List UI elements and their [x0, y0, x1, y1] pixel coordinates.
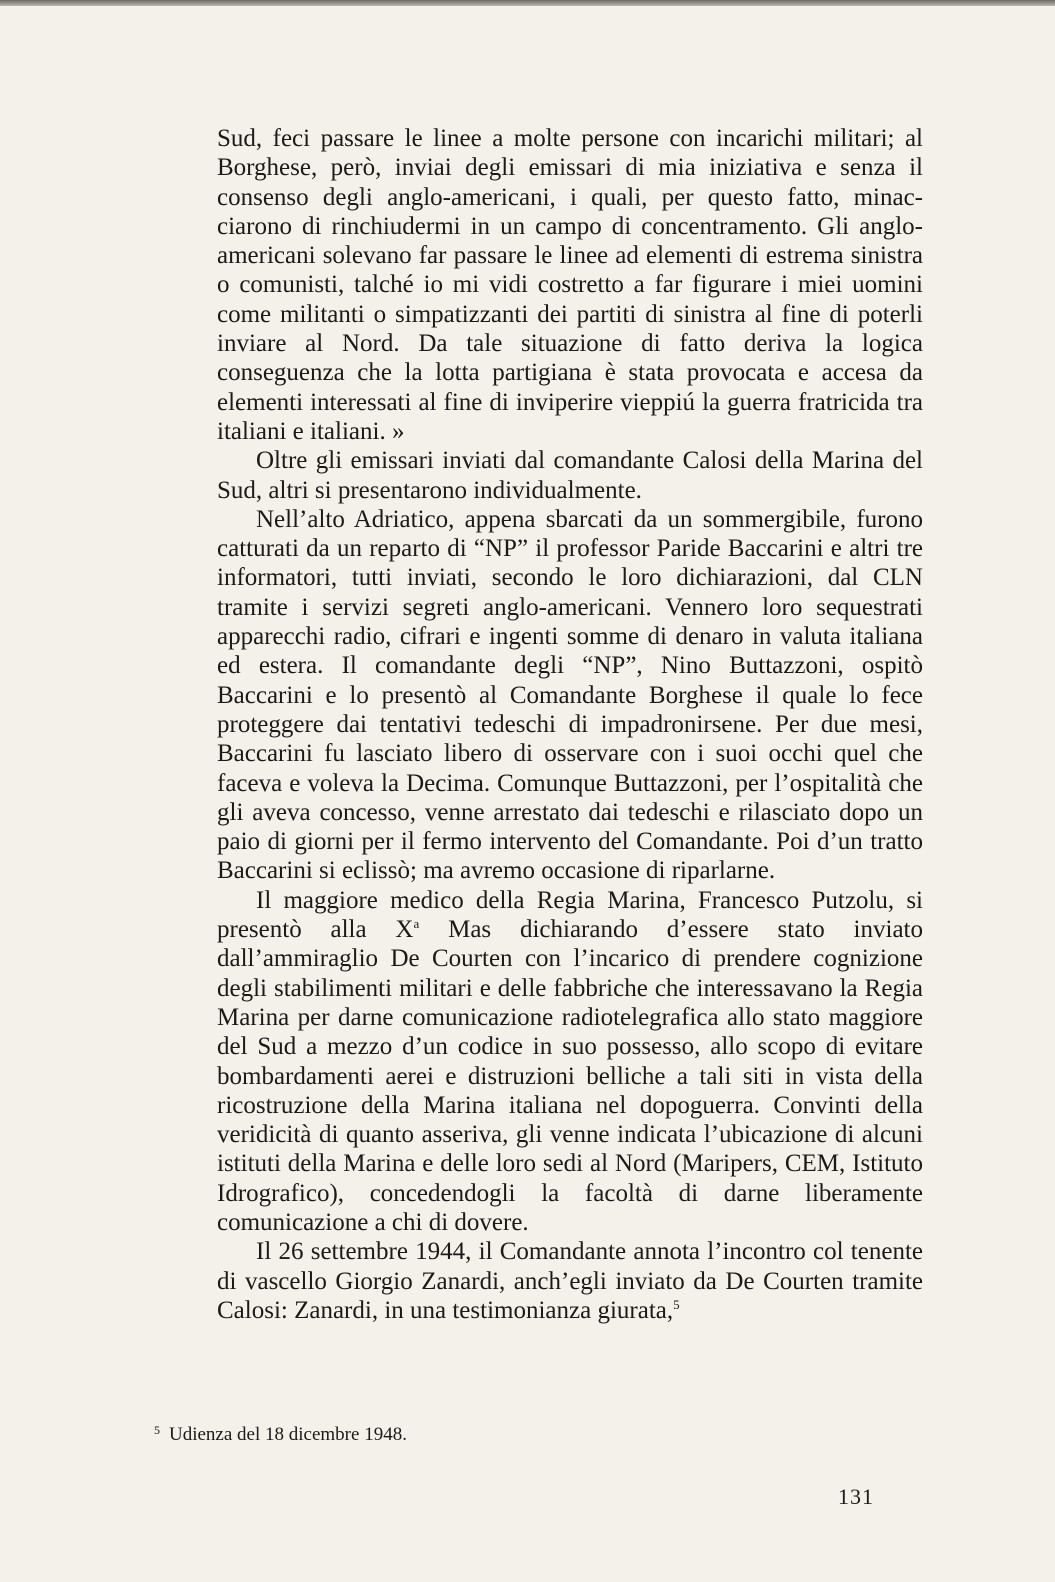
zanardi-text: Il 26 settembre 1944, il Comandante annota l’incontro col tenente di vascello Giorgio Zanardi, anch’egli inviato da De Courten tramite Calosi: Zanardi, in una testimonianza giurata, [217, 1238, 923, 1324]
footnote-text: Udienza del 18 dicembre 1948. [169, 1424, 407, 1445]
footnote-reference: 5 [673, 1296, 680, 1312]
page-top-edge [0, 0, 1055, 6]
paragraph-zanardi [217, 1237, 923, 1325]
paragraph-putzolu [217, 886, 923, 1238]
paragraph-baccarini: Nell’alto Adriatico, appena sbarcati da un sommergibile, furono catturati da un reparto di “NP” il professor Paride Baccarini e altri tre informatori, tutti inviati, secondo le loro dichiarazioni, dal CLN tramite i servizi segreti anglo-americani. Vennero loro sequestrati apparecchi radio, cifrari e ingenti somme di denaro in valuta italiana ed estera. Il comandante degli “NP”, Nino Buttazzoni, ospitò Baccarini e lo presentò al Comandante Borghese il quale lo fece proteggere dai tentativi tedeschi di impadronirsene. Per due mesi, Baccarini fu lasciato libero di osservare con i suoi occhi quel che faceva e voleva la Decima. Comunque Buttazzoni, per l’ospitalità che gli aveva concesso, venne arrestato dai tedeschi e rilasciato dopo un paio di giorni per il fermo intervento del Comandante. Poi d’un tratto Baccarini si eclissò; ma avremo occasione di riparlarne. [217, 505, 923, 885]
paragraph-quote-end: Sud, feci passare le linee a molte persone con incarichi militari; al Borghese, però, inviai degli emissari di mia iniziativa e senza il consenso degli anglo-americani, i quali, per questo fatto, minacciarono di rinchiudermi in un campo di concentramento. Gli anglo-americani solevano far passare le linee ad elementi di estrema sinistra o comunisti, talché io mi vidi costretto a far figurare i miei uomini come militanti o simpatizzanti dei partiti di sinistra al fine di poterli inviare al Nord. Da tale situazione di fatto deriva la logica conseguenza che la lotta partigiana è stata provocata e accesa da elementi interessati al fine di inviperire vieppiú la guerra fratricida tra italiani e italiani. » [217, 125, 923, 445]
footnote-marker: 5 [154, 1423, 160, 1437]
body-text [217, 124, 923, 1325]
putzolu-text-start: Il maggiore medico della Regia Marina, Francesco Putzolu, si presentò alla X [217, 886, 923, 944]
page-number: 131 [838, 1484, 874, 1509]
decima-superscript: a [413, 916, 420, 932]
paragraph-emissari: Oltre gli emissari inviati dal comandante Calosi della Marina del Sud, altri si presentarono individualmente. [217, 447, 923, 504]
putzolu-text-end: Mas dichiarando d’essere stato inviato dall’ammiraglio De Courten con l’incarico di prendere cognizione degli stabilimenti militari e delle fabbriche che interessavano la Regia Marina per darne comunicazione radiotelegrafica allo stato maggiore del Sud a mezzo d’un codice in suo possesso, allo scopo di evitare bombardamenti aerei e distruzioni belliche a tali siti in vista della ricostruzione della Marina italiana nel dopoguerra. Convinti della veridicità di quanto asseriva, gli venne indicata l’ubicazione di alcuni istituti della Marina e delle loro sedi al Nord (Maripers, CEM, Istituto Idrografico), concedendogli la facoltà di darne liberamente comunicazione a chi di dovere. [217, 916, 923, 1236]
footnote [154, 1418, 854, 1447]
